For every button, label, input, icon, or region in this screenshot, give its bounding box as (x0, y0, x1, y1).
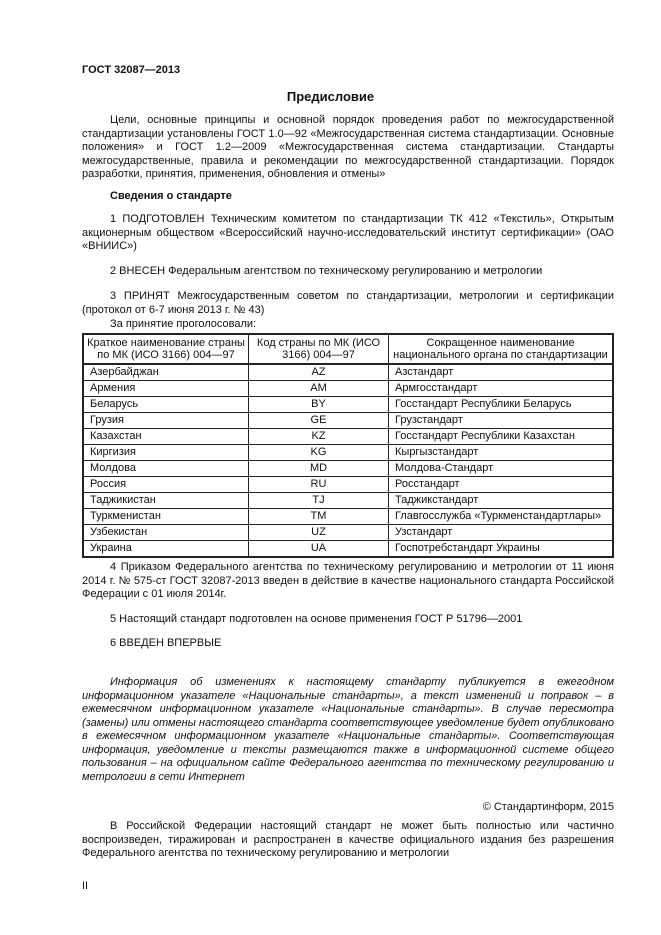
item-6-paragraph: 6 ВВЕДЕН ВПЕРВЫЕ (110, 637, 222, 649)
country-name-cell: Молдова (83, 461, 249, 477)
table-row (83, 397, 613, 413)
table-row (83, 364, 613, 381)
table-row (83, 509, 613, 525)
table-row (83, 493, 613, 509)
country-name-cell: Украина (83, 541, 249, 558)
standards-body-cell: Таджикстандарт (389, 493, 614, 509)
header-country-code: Код страны по МК (ИСО 3166) 004—97 (249, 334, 389, 364)
voting-countries-table (82, 333, 614, 558)
table-row (83, 381, 613, 397)
country-code-cell: BY (249, 397, 389, 413)
standards-body-cell: Узстандарт (389, 525, 614, 541)
country-code-cell: RU (249, 477, 389, 493)
standards-body-cell: Росстандарт (389, 477, 614, 493)
table-header-row (83, 334, 613, 364)
standards-body-cell: Госстандарт Республики Казахстан (389, 429, 614, 445)
table-row (83, 541, 613, 558)
standards-body-cell: Кыргызстандарт (389, 445, 614, 461)
country-name-cell: Армения (83, 381, 249, 397)
page-title: Предисловие (286, 89, 375, 104)
country-name-cell: Азербайджан (83, 364, 249, 381)
country-name-cell: Узбекистан (83, 525, 249, 541)
header-standards-body: Сокращенное наименование национального органа по стандартизации (389, 334, 614, 364)
information-notice: Информация об изменениях к настоящему стандарту публикуется в ежегодном информационном указателе «Национальные стандарты», а текст изменений и поправок – в ежемесячном информационном указателе «Национальные стандарты». В случае пересмотра (замены) или отмены настоящего стандарта соответствующее уведомление будет опубликовано в ежемесячном информационном указателе «Национальные стандарты». Соответствующая информация, уведомление и тексты размещаются также в информационной системе общего пользования – на официальном сайте Федерального агентства по техническому регулированию и метрологии в сети Интернет (82, 676, 614, 783)
country-code-cell: AM (249, 381, 389, 397)
table-row (83, 461, 613, 477)
country-name-cell: Беларусь (83, 397, 249, 413)
standards-body-cell: Грузстандарт (389, 413, 614, 429)
item-5-paragraph: 5 Настоящий стандарт подготовлен на основе применения ГОСТ Р 51796—2001 (110, 613, 523, 625)
standard-id-header: ГОСТ 32087—2013 (82, 64, 181, 76)
table-row (83, 445, 613, 461)
item-1-paragraph: 1 ПОДГОТОВЛЕН Техническим комитетом по стандартизации ТК 412 «Текстиль», Открытым акционерным обществом «Всероссийский научно-исследовательский институт сертификации» (ОАО «ВНИИС») (82, 213, 614, 252)
standards-body-cell: Армгосстандарт (389, 381, 614, 397)
country-code-cell: UZ (249, 525, 389, 541)
country-name-cell: Туркменистан (83, 509, 249, 525)
table-row (83, 525, 613, 541)
country-name-cell: Таджикистан (83, 493, 249, 509)
table-row (83, 477, 613, 493)
country-code-cell: TM (249, 509, 389, 525)
country-code-cell: KZ (249, 429, 389, 445)
intro-paragraph: Цели, основные принципы и основной порядок проведения работ по межгосударственной стандартизации установлены ГОСТ 1.0—92 «Межгосударственная система стандартизации. Основные положения» и ГОСТ 1.2—2009 «Межгосударственная система стандартизации. Стандарты межгосударственные, правила и рекомендации по межгосударственной стандартизации. Порядок разработки, принятия, применения, обновления и отмены» (82, 114, 614, 180)
item-3-paragraph: 3 ПРИНЯТ Межгосударственным советом по стандартизации, метрологии и сертификации (протокол от 6-7 июня 2013 г. № 43) (82, 290, 614, 316)
standards-body-cell: Азстандарт (389, 364, 614, 381)
item-4-paragraph: 4 Приказом Федерального агентства по техническому регулированию и метрологии от 11 июня 2014 г. № 575-ст ГОСТ 32087-2013 введен в действие в качестве национального стандарта Российской Федерации с 01 июля 2014г. (82, 561, 614, 600)
section-title: Сведения о стандарте (110, 190, 232, 202)
votes-caption: За принятие проголосовали: (110, 318, 257, 330)
rights-notice: В Российской Федерации настоящий стандарт не может быть полностью или частично воспроизведен, тиражирован и распространен в качестве официального издания без разрешения Федерального агентства по техническому регулированию и метрологии (82, 820, 614, 859)
country-code-cell: MD (249, 461, 389, 477)
table-row (83, 413, 613, 429)
table-body (83, 364, 613, 557)
country-code-cell: GE (249, 413, 389, 429)
table-row (83, 429, 613, 445)
country-code-cell: AZ (249, 364, 389, 381)
standards-body-cell: Госстандарт Республики Беларусь (389, 397, 614, 413)
country-name-cell: Казахстан (83, 429, 249, 445)
standards-body-cell: Госпотребстандарт Украины (389, 541, 614, 558)
item-2-paragraph: 2 ВНЕСЕН Федеральным агентством по техническому регулированию и метрологии (110, 265, 543, 277)
standards-body-cell: Молдова-Стандарт (389, 461, 614, 477)
page-number: II (82, 880, 89, 892)
country-code-cell: TJ (249, 493, 389, 509)
header-country-name: Краткое наименование страны по МК (ИСО 3166) 004—97 (83, 334, 249, 364)
country-code-cell: KG (249, 445, 389, 461)
country-code-cell: UA (249, 541, 389, 558)
copyright-line: © Стандартинформ, 2015 (482, 801, 614, 813)
country-name-cell: Грузия (83, 413, 249, 429)
country-name-cell: Киргизия (83, 445, 249, 461)
country-name-cell: Россия (83, 477, 249, 493)
standards-body-cell: Главгосслужба «Туркменстандартлары» (389, 509, 614, 525)
